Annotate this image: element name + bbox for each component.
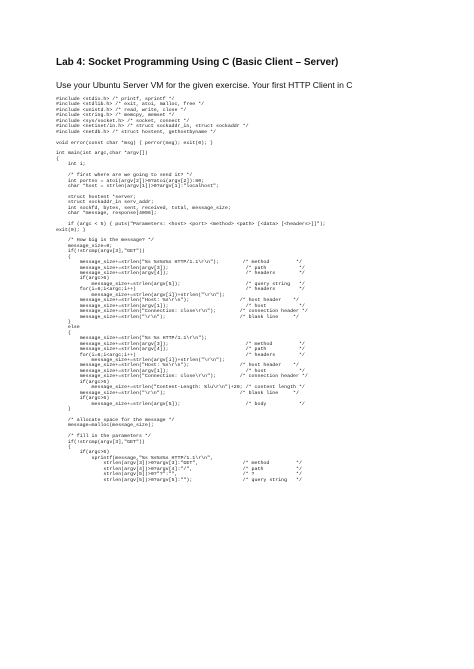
code-line: message_size+=strlen("\r\n"); /* blank line */: [56, 314, 299, 320]
code-line: {: [56, 330, 71, 336]
code-line: message_size+=strlen(argv[i])+strlen("\r\n");: [56, 292, 225, 298]
code-line: message_size+=strlen("Connection: close\r\n"); /* connection header */: [56, 309, 308, 315]
code-line: strlen(argv[5])>0?argv[5]:""); /* query string */: [56, 477, 302, 483]
code-line: if(!strcmp(argv[3],"GET")): [56, 439, 145, 445]
code-line: message_size+=strlen(argv[1]); /* host */: [56, 303, 305, 309]
code-line: message_size+=strlen(argv[3]); /* path */: [56, 265, 305, 271]
code-line: int main(int argc,char *argv[]): [56, 151, 148, 157]
code-line: message_size+=strlen("%s %s HTTP/1.1\r\n");: [56, 336, 208, 342]
code-line: /* first where are we going to send it? */: [56, 173, 193, 179]
code-listing: [56, 97, 436, 483]
code-line: if(argc>5): [56, 450, 110, 456]
code-line: /* allocate space for the message */: [56, 417, 175, 423]
code-line: message_size+=strlen(argv[i])+strlen("\r\n");: [56, 358, 225, 363]
code-line: struct hostent *server;: [56, 194, 137, 200]
code-line: message_size+=strlen("Host: %s\r\n"); /* host header */: [56, 298, 299, 304]
code-line: #include <stdio.h> /* printf, sprintf */: [56, 97, 175, 102]
code-line: if (argc < 5) { puts("Parameters: <host> <port> <method> <path> [<data> [<headers>]]");: [56, 222, 326, 228]
code-line: void error(const char *msg) { perror(msg); exit(0); }: [56, 140, 214, 146]
code-line: if(argc>5): [56, 396, 110, 402]
code-line: #include <stdlib.h> /* exit, atoi, malloc, free */: [56, 102, 205, 108]
code-line: message_size+=strlen("Content-Length: %lu\r\n")+20; /* content length */: [56, 385, 305, 391]
code-line: {: [56, 156, 59, 162]
code-line: #include <string.h> /* memcpy, memset */: [56, 113, 175, 119]
code-line: }: [56, 319, 71, 325]
code-line: #include <sys/socket.h> /* socket, connect */: [56, 118, 190, 124]
code-line: {: [56, 445, 71, 450]
code-line: struct sockaddr_in serv_addr;: [56, 200, 154, 206]
code-line: message_size+=strlen("\r\n"); /* blank line */: [56, 390, 299, 396]
code-line: int sockfd, bytes, sent, received, total, message_size;: [56, 205, 231, 211]
code-line: for(i=6;i<argc;i++) /* headers */: [56, 352, 305, 358]
code-line: message_size+=strlen(argv[4]); /* path */: [56, 347, 305, 353]
code-line: if(argc>5): [56, 379, 110, 385]
code-line: message_size+=strlen(argv[5]); /* query string */: [56, 281, 305, 287]
code-line: int portno = atoi(argv[2])>0?atoi(argv[2]):80;: [56, 178, 205, 184]
code-line: message_size+=strlen("Host: %s\r\n"); /* host header */: [56, 363, 299, 369]
code-line: message_size+=strlen(argv[5]); /* body */: [56, 401, 305, 407]
code-line: message_size+=strlen(argv[1]); /* host */: [56, 368, 305, 374]
code-line: char *host = strlen(argv[1])>0?argv[1]:"localhost";: [56, 184, 219, 189]
code-line: sprintf(message,"%s %s%s%s HTTP/1.1\r\n",: [56, 455, 214, 461]
code-line: message_size+=strlen("Connection: close\r\n"); /* connection header */: [56, 374, 308, 380]
code-line: char *message, response[4096];: [56, 211, 157, 217]
code-line: int i;: [56, 162, 86, 168]
code-line: if(!strcmp(argv[3],"GET")): [56, 249, 145, 255]
code-line: /* How big is the message? */: [56, 238, 154, 244]
code-line: strlen(argv[3])>0?argv[3]:"GET", /* method */: [56, 461, 302, 467]
page-subtitle: Use your Ubuntu Server VM for the given exercise. Your first HTTP Client in C: [56, 80, 353, 90]
code-line: exit(0); }: [56, 227, 86, 233]
code-line: #include <unistd.h> /* read, write, close */: [56, 107, 187, 113]
code-line: strlen(argv[4])>0?argv[4]:"/", /* path */: [56, 466, 302, 472]
code-line: message_size+=strlen("%s %s%s%s HTTP/1.1\r\n"); /* method */: [56, 260, 302, 266]
code-line: for(i=6;i<argc;i++) /* headers */: [56, 287, 305, 293]
page-title: Lab 4: Socket Programming Using C (Basic Client – Server): [56, 57, 339, 68]
code-line: if(argc>5): [56, 276, 110, 282]
code-line: /* fill in the parameters */: [56, 434, 151, 440]
code-line: #include <netdb.h> /* struct hostent, gethostbyname */: [56, 129, 217, 135]
code-line: message_size+=strlen(argv[4]); /* headers */: [56, 271, 305, 276]
code-line: else: [56, 325, 80, 331]
code-line: strlen(argv[5])>0?"?":"", /* ? */: [56, 472, 302, 478]
code-line: message_size=0;: [56, 243, 113, 249]
code-line: #include <netinet/in.h> /* struct sockaddr_in, struct sockaddr */: [56, 124, 249, 130]
code-line: }: [56, 406, 71, 412]
code-line: message=malloc(message_size);: [56, 423, 154, 429]
code-line: {: [56, 254, 71, 260]
code-line: message_size+=strlen(argv[3]); /* method */: [56, 341, 305, 347]
